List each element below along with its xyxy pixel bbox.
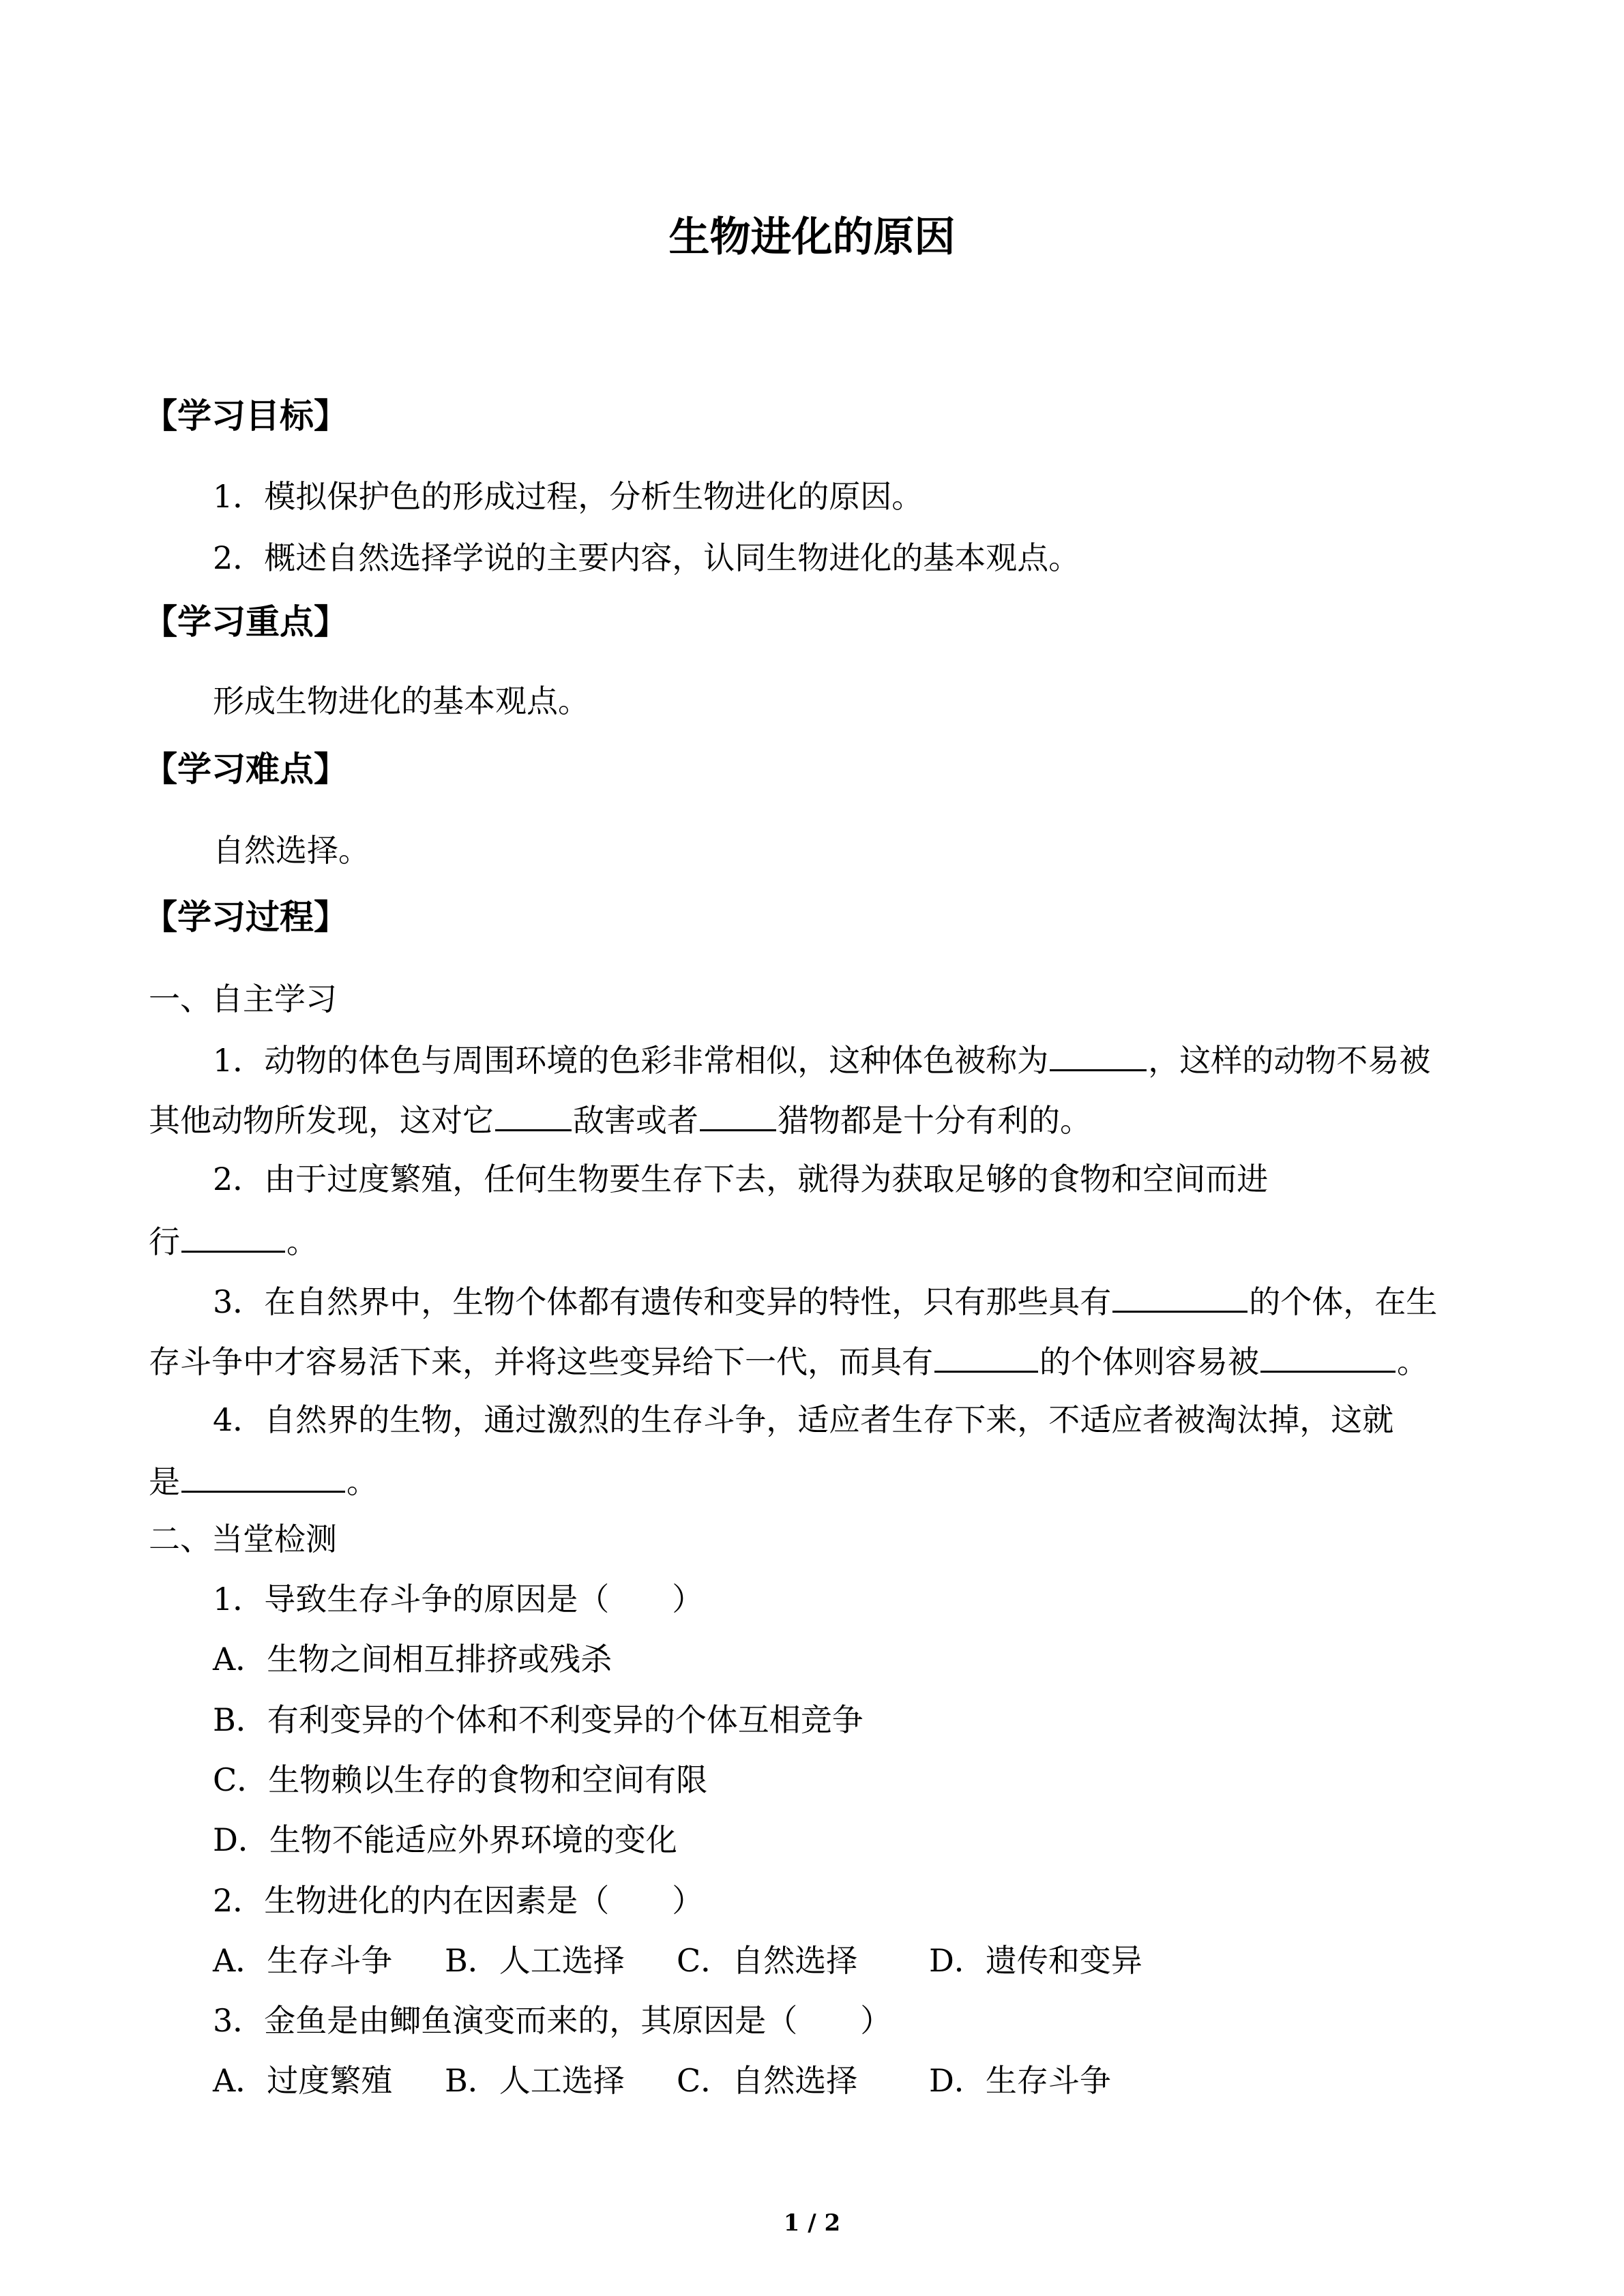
answer-blank[interactable]	[181, 1458, 345, 1493]
test-q2-option-b[interactable]: B．人工选择	[445, 1942, 625, 1979]
self-study-q2-line1: 2．由于过度繁殖，任何生物要生存下去，就得为获取足够的食物和空间而进	[213, 1161, 1269, 1197]
goal-item: 2．概述自然选择学说的主要内容，认同生物进化的基本观点。	[213, 539, 1080, 576]
self-study-q3-line2: 存斗争中才容易活下来，并将这些变异给下一代，而具有 的个体则容易被 。	[149, 1338, 1428, 1384]
self-study-q3-line1: 3．在自然界中，生物个体都有遗传和变异的特性，只有那些具有 的个体，在生	[213, 1278, 1437, 1324]
answer-blank[interactable]	[1260, 1338, 1396, 1373]
test-q3-options	[213, 2059, 1111, 2102]
test-q2-option-d[interactable]: D．遗传和变异	[929, 1942, 1142, 1979]
answer-blank[interactable]	[181, 1218, 285, 1253]
difficulty-heading: 【学习难点】	[143, 749, 348, 789]
goal-item: 1．模拟保护色的形成过程，分析生物进化的原因。	[213, 478, 924, 515]
goals-heading: 【学习目标】	[143, 396, 348, 436]
class-test-heading: 二、当堂检测	[149, 1521, 337, 1557]
test-q2-option-a[interactable]: A．生存斗争	[213, 1942, 393, 1979]
test-q1-stem: 1．导致生存斗争的原因是（ ）	[213, 1581, 704, 1617]
test-q3-option-b[interactable]: B．人工选择	[445, 2062, 625, 2099]
test-q1-option-d[interactable]: D．生物不能适应外界环境的变化	[213, 1821, 677, 1858]
key-points-text: 形成生物进化的基本观点。	[213, 683, 589, 719]
key-points-heading: 【学习重点】	[143, 602, 348, 642]
test-q2-option-c[interactable]: C．自然选择	[677, 1942, 858, 1979]
test-q2-stem: 2．生物进化的内在因素是（ ）	[213, 1882, 704, 1919]
difficulty-text: 自然选择。	[213, 832, 370, 869]
page-number: 1 / 2	[783, 2209, 841, 2237]
self-study-q4-line1: 4．自然界的生物，通过激烈的生存斗争，适应者生存下来，不适应者被淘汰掉，这就	[213, 1401, 1394, 1438]
answer-blank[interactable]	[495, 1097, 572, 1131]
test-q3-stem: 3．金鱼是由鲫鱼演变而来的，其原因是（ ）	[213, 2002, 892, 2039]
self-study-heading: 一、自主学习	[149, 981, 337, 1017]
test-q3-option-a[interactable]: A．过度繁殖	[213, 2062, 393, 2099]
answer-blank[interactable]	[1112, 1278, 1247, 1313]
test-q2-options	[213, 1939, 1142, 1982]
self-study-q2-line2: 行 。	[149, 1218, 318, 1264]
test-q1-option-c[interactable]: C．生物赖以生存的食物和空间有限	[213, 1761, 708, 1798]
self-study-q1-line2: 其他动物所发现，这对它 敌害或者 猎物都是十分有利的。	[149, 1097, 1091, 1142]
answer-blank[interactable]	[1050, 1037, 1147, 1071]
test-q3-option-d[interactable]: D．生存斗争	[929, 2062, 1111, 2099]
test-q3-option-c[interactable]: C．自然选择	[677, 2062, 858, 2099]
test-q1-option-a[interactable]: A．生物之间相互排挤或残杀	[213, 1641, 612, 1678]
answer-blank[interactable]	[700, 1097, 776, 1131]
answer-blank[interactable]	[934, 1338, 1038, 1373]
self-study-q4-line2: 是 。	[149, 1458, 378, 1504]
self-study-q1-line1: 1．动物的体色与周围环境的色彩非常相似，这种体色被称为 ，这样的动物不易被	[213, 1037, 1430, 1082]
document-title: 生物进化的原因	[668, 213, 956, 261]
process-heading: 【学习过程】	[143, 897, 348, 937]
test-q1-option-b[interactable]: B．有利变异的个体和不利变异的个体互相竞争	[213, 1701, 863, 1738]
